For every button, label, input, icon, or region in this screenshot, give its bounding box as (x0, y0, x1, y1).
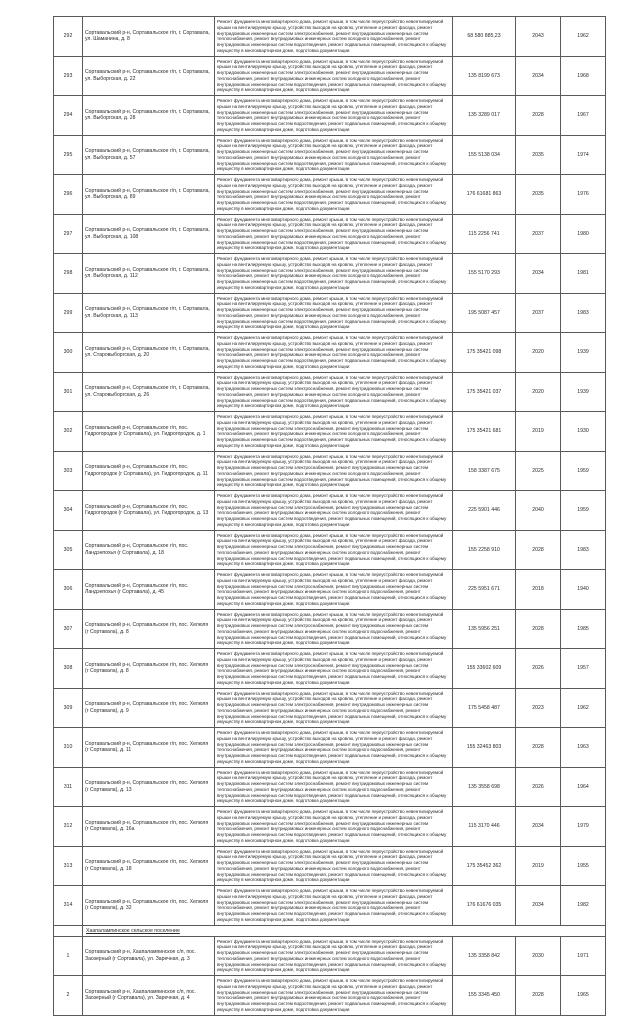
planned-year-cell: 2028 (516, 609, 561, 649)
cost-cell: 155 33602 609 (453, 649, 516, 689)
planned-year-cell: 2028 (516, 96, 561, 136)
row-number-cell: 306 (54, 570, 83, 610)
row-number-cell: 301 (54, 372, 83, 412)
cost-cell: 175 35452 362 (453, 846, 516, 886)
build-year-cell: 1980 (561, 214, 606, 254)
works-description-cell: Ремонт фундамента многоквартирного дома, ремонт крыши, в том числе переустройство невентилируемой крыши на вентилируемую крышу, устройство выходов на кровлю, утепление и ремонт фасада, ремонт внутридомовых инженерных систем электроснабжения, ремонт внутридомовых инженерных систем теплоснабжения, ремонт внутридомовых инженерных систем холодного водоснабжения, ремонт внутридомовых инженерных систем водоотведения, ремонт подвальных помещений, относящихся к общему имуществу в многоквартирном доме, подготовка документации (215, 570, 453, 610)
row-number-cell: 308 (54, 649, 83, 689)
row-number-cell: 292 (54, 17, 83, 57)
table-row (54, 728, 606, 768)
works-description-cell: Ремонт фундамента многоквартирного дома, ремонт крыши, в том числе переустройство невентилируемой крыши на вентилируемую крышу, устройство выходов на кровлю, утепление и ремонт фасада, ремонт внутридомовых инженерных систем электроснабжения, ремонт внутридомовых инженерных систем теплоснабжения, ремонт внутридомовых инженерных систем холодного водоснабжения, ремонт внутридомовых инженерных систем водоотведения, ремонт подвальных помещений, относящихся к общему имуществу в многоквартирном доме, подготовка документации (215, 530, 453, 570)
build-year-cell: 1974 (561, 135, 606, 175)
build-year-cell: 1940 (561, 570, 606, 610)
table-row (54, 135, 606, 175)
works-description-cell: Ремонт фундамента многоквартирного дома, ремонт крыши, в том числе переустройство невентилируемой крыши на вентилируемую крышу, устройство выходов на кровлю, утепление и ремонт фасада, ремонт внутридомовых инженерных систем электроснабжения, ремонт внутридомовых инженерных систем теплоснабжения, ремонт внутридомовых инженерных систем холодного водоснабжения, ремонт внутридомовых инженерных систем водоотведения, ремонт подвальных помещений, относящихся к общему имуществу в многоквартирном доме, подготовка документации (215, 491, 453, 531)
row-number-cell: 293 (54, 56, 83, 96)
cost-cell: 155 3345 450 (453, 976, 516, 1016)
row-number-cell: 313 (54, 846, 83, 886)
table-row (54, 254, 606, 294)
row-number-cell: 1 (54, 936, 83, 976)
address-cell: Сортавальский р-н, Сортавальское г/п, г. Сортавала, ул. Старовыборгская, д. 26 (83, 372, 215, 412)
works-description-cell: Ремонт фундамента многоквартирного дома, ремонт крыши, в том числе переустройство невентилируемой крыши на вентилируемую крышу, устройство выходов на кровлю, утепление и ремонт фасада, ремонт внутридомовых инженерных систем электроснабжения, ремонт внутридомовых инженерных систем теплоснабжения, ремонт внутридомовых инженерных систем холодного водоснабжения, ремонт внутридомовых инженерных систем водоотведения, ремонт подвальных помещений, относящихся к общему имуществу в многоквартирном доме, подготовка документации (215, 688, 453, 728)
cost-cell: 195 5087 457 (453, 293, 516, 333)
address-cell: Сортавальский р-н, Сортавальское г/п, г. Сортавала, ул. Выборгская, д. 22 (83, 56, 215, 96)
build-year-cell: 1939 (561, 372, 606, 412)
cost-cell: 176 61676 035 (453, 886, 516, 926)
planned-year-cell: 2028 (516, 530, 561, 570)
works-description-cell: Ремонт фундамента многоквартирного дома, ремонт крыши, в том числе переустройство невентилируемой крыши на вентилируемую крышу, устройство выходов на кровлю, утепление и ремонт фасада, ремонт внутридомовых инженерных систем электроснабжения, ремонт внутридомовых инженерных систем теплоснабжения, ремонт внутридомовых инженерных систем холодного водоснабжения, ремонт внутридомовых инженерных систем водоотведения, ремонт подвальных помещений, относящихся к общему имуществу в многоквартирном доме, подготовка документации (215, 846, 453, 886)
works-description-cell: Ремонт фундамента многоквартирного дома, ремонт крыши, в том числе переустройство невентилируемой крыши на вентилируемую крышу, устройство выходов на кровлю, утепление и ремонт фасада, ремонт внутридомовых инженерных систем электроснабжения, ремонт внутридомовых инженерных систем теплоснабжения, ремонт внутридомовых инженерных систем холодного водоснабжения, ремонт внутридомовых инженерных систем водоотведения, ремонт подвальных помещений, относящихся к общему имуществу в многоквартирном доме, подготовка документации (215, 609, 453, 649)
works-description-cell: Ремонт фундамента многоквартирного дома, ремонт крыши, в том числе переустройство невентилируемой крыши на вентилируемую крышу, устройство выходов на кровлю, утепление и ремонт фасада, ремонт внутридомовых инженерных систем электроснабжения, ремонт внутридомовых инженерных систем теплоснабжения, ремонт внутридомовых инженерных систем холодного водоснабжения, ремонт внутридомовых инженерных систем водоотведения, ремонт подвальных помещений, относящихся к общему имуществу в многоквартирном доме, подготовка документации (215, 135, 453, 175)
works-description-cell: Ремонт фундамента многоквартирного дома, ремонт крыши, в том числе переустройство невентилируемой крыши на вентилируемую крышу, устройство выходов на кровлю, утепление и ремонт фасада, ремонт внутридомовых инженерных систем электроснабжения, ремонт внутридомовых инженерных систем теплоснабжения, ремонт внутридомовых инженерных систем холодного водоснабжения, ремонт внутридомовых инженерных систем водоотведения, ремонт подвальных помещений, относящихся к общему имуществу в многоквартирном доме, подготовка документации (215, 333, 453, 373)
cost-cell: 155 5170 293 (453, 254, 516, 294)
table-row (54, 293, 606, 333)
cost-cell: 155 5138 034 (453, 135, 516, 175)
planned-year-cell: 2040 (516, 491, 561, 531)
table-row (54, 333, 606, 373)
build-year-cell: 1962 (561, 17, 606, 57)
build-year-cell: 1959 (561, 491, 606, 531)
row-number-cell: 304 (54, 491, 83, 531)
build-year-cell: 1983 (561, 293, 606, 333)
address-cell: Сортавальский р-н, Сортавальское г/п, пос. Гидрогородок (г Сортавала), ул. Гидрогородок, д. 11 (83, 451, 215, 491)
address-cell: Сортавальский р-н, Сортавальское г/п, г. Сортавала, ул. Выборгская, д. 89 (83, 175, 215, 215)
row-number-cell: 299 (54, 293, 83, 333)
works-description-cell: Ремонт фундамента многоквартирного дома, ремонт крыши, в том числе переустройство невентилируемой крыши на вентилируемую крышу, устройство выходов на кровлю, утепление и ремонт фасада, ремонт внутридомовых инженерных систем электроснабжения, ремонт внутридомовых инженерных систем теплоснабжения, ремонт внутридомовых инженерных систем холодного водоснабжения, ремонт внутридомовых инженерных систем водоотведения, ремонт подвальных помещений, относящихся к общему имуществу в многоквартирном доме, подготовка документации (215, 17, 453, 57)
works-description-cell: Ремонт фундамента многоквартирного дома, ремонт крыши, в том числе переустройство невентилируемой крыши на вентилируемую крышу, устройство выходов на кровлю, утепление и ремонт фасада, ремонт внутридомовых инженерных систем электроснабжения, ремонт внутридомовых инженерных систем теплоснабжения, ремонт внутридомовых инженерных систем холодного водоснабжения, ремонт внутридомовых инженерных систем водоотведения, ремонт подвальных помещений, относящихся к общему имуществу в многоквартирном доме, подготовка документации (215, 886, 453, 926)
cost-cell: 175 35421 681 (453, 412, 516, 452)
table-row (54, 767, 606, 807)
works-description-cell: Ремонт фундамента многоквартирного дома, ремонт крыши, в том числе переустройство невентилируемой крыши на вентилируемую крышу, устройство выходов на кровлю, утепление и ремонт фасада, ремонт внутридомовых инженерных систем электроснабжения, ремонт внутридомовых инженерных систем теплоснабжения, ремонт внутридомовых инженерных систем холодного водоснабжения, ремонт внутридомовых инженерных систем водоотведения, ремонт подвальных помещений, относящихся к общему имуществу в многоквартирном доме, подготовка документации (215, 767, 453, 807)
cost-cell: 155 32463 803 (453, 728, 516, 768)
cost-cell: 135 8199 673 (453, 56, 516, 96)
build-year-cell: 1963 (561, 728, 606, 768)
cost-cell: 115 2256 741 (453, 214, 516, 254)
table-row (54, 175, 606, 215)
address-cell: Сортавальский р-н, Сортавальское г/п, пос. Хелюля (г Сортавала), д. 16а (83, 807, 215, 847)
row-number-cell: 311 (54, 767, 83, 807)
table-row (54, 17, 606, 57)
address-cell: Сортавальский р-н, Сортавальское г/п, г. Сортавала, ул. Выборгская, д. 28 (83, 96, 215, 136)
table-row (54, 688, 606, 728)
table-body (54, 17, 606, 1016)
build-year-cell: 1964 (561, 767, 606, 807)
planned-year-cell: 2035 (516, 135, 561, 175)
build-year-cell: 1957 (561, 649, 606, 689)
planned-year-cell: 2020 (516, 372, 561, 412)
planned-year-cell: 2043 (516, 17, 561, 57)
build-year-cell: 1985 (561, 609, 606, 649)
address-cell: Сортавальский р-н, Сортавальское г/п, пос. Гидрогородок (г Сортавала), ул. Гидрогородок, д. 1 (83, 412, 215, 452)
table-row (54, 491, 606, 531)
cost-cell: 158 3387 675 (453, 451, 516, 491)
address-cell: Сортавальский р-н, Сортавальское г/п, г. Сортавала, ул. Старовыборгская, д. 20 (83, 333, 215, 373)
works-description-cell: Ремонт фундамента многоквартирного дома, ремонт крыши, в том числе переустройство невентилируемой крыши на вентилируемую крышу, устройство выходов на кровлю, утепление и ремонт фасада, ремонт внутридомовых инженерных систем электроснабжения, ремонт внутридомовых инженерных систем теплоснабжения, ремонт внутридомовых инженерных систем холодного водоснабжения, ремонт внутридомовых инженерных систем водоотведения, ремонт подвальных помещений, относящихся к общему имуществу в многоквартирном доме, подготовка документации (215, 293, 453, 333)
works-description-cell: Ремонт фундамента многоквартирного дома, ремонт крыши, в том числе переустройство невентилируемой крыши на вентилируемую крышу, устройство выходов на кровлю, утепление и ремонт фасада, ремонт внутридомовых инженерных систем электроснабжения, ремонт внутридомовых инженерных систем теплоснабжения, ремонт внутридомовых инженерных систем холодного водоснабжения, ремонт внутридомовых инженерных систем водоотведения, ремонт подвальных помещений, относящихся к общему имуществу в многоквартирном доме, подготовка документации (215, 254, 453, 294)
section-header-row (54, 925, 606, 936)
planned-year-cell: 2037 (516, 214, 561, 254)
table-row (54, 530, 606, 570)
planned-year-cell: 2018 (516, 570, 561, 610)
address-cell: Сортавальский р-н, Сортавальское г/п, г. Сортавала, ул. Выборгская, д. 57 (83, 135, 215, 175)
planned-year-cell: 2034 (516, 56, 561, 96)
address-cell: Сортавальский р-н, Сортавальское г/п, пос. Хелюля (г Сортавала), д. 11 (83, 728, 215, 768)
build-year-cell: 1968 (561, 56, 606, 96)
cost-cell: 175 5458 487 (453, 688, 516, 728)
works-description-cell: Ремонт фундамента многоквартирного дома, ремонт крыши, в том числе переустройство невентилируемой крыши на вентилируемую крышу, устройство выходов на кровлю, утепление и ремонт фасада, ремонт внутридомовых инженерных систем электроснабжения, ремонт внутридомовых инженерных систем теплоснабжения, ремонт внутридомовых инженерных систем холодного водоснабжения, ремонт внутридомовых инженерных систем водоотведения, ремонт подвальных помещений, относящихся к общему имуществу в многоквартирном доме, подготовка документации (215, 372, 453, 412)
planned-year-cell: 2025 (516, 451, 561, 491)
planned-year-cell: 2023 (516, 688, 561, 728)
build-year-cell: 1982 (561, 886, 606, 926)
build-year-cell: 1981 (561, 254, 606, 294)
planned-year-cell: 2030 (516, 936, 561, 976)
row-number-cell: 309 (54, 688, 83, 728)
works-description-cell: Ремонт фундамента многоквартирного дома, ремонт крыши, в том числе переустройство невентилируемой крыши на вентилируемую крышу, устройство выходов на кровлю, утепление и ремонт фасада, ремонт внутридомовых инженерных систем электроснабжения, ремонт внутридомовых инженерных систем теплоснабжения, ремонт внутридомовых инженерных систем холодного водоснабжения, ремонт внутридомовых инженерных систем водоотведения, ремонт подвальных помещений, относящихся к общему имуществу в многоквартирном доме, подготовка документации (215, 412, 453, 452)
address-cell: Сортавальский р-н, Сортавальское г/п, пос. Хелюля (г Сортавала), д. 8 (83, 649, 215, 689)
table-row (54, 807, 606, 847)
table-row (54, 96, 606, 136)
build-year-cell: 1976 (561, 175, 606, 215)
address-cell: Сортавальский р-н, Сортавальское г/п, пос. Хелюля (г Сортавала), д. 8 (83, 609, 215, 649)
cost-cell: 115 3170 446 (453, 807, 516, 847)
row-number-cell: 296 (54, 175, 83, 215)
address-cell: Сортавальский р-н, Сортавальское г/п, пос. Хелюля (г Сортавала), д. 9 (83, 688, 215, 728)
cost-cell: 176 61681 863 (453, 175, 516, 215)
section-number-cell (54, 925, 83, 936)
build-year-cell: 1983 (561, 530, 606, 570)
build-year-cell: 1939 (561, 333, 606, 373)
row-number-cell: 302 (54, 412, 83, 452)
table-row (54, 936, 606, 976)
row-number-cell: 2 (54, 976, 83, 1016)
row-number-cell: 300 (54, 333, 83, 373)
planned-year-cell: 2034 (516, 886, 561, 926)
planned-year-cell: 2028 (516, 728, 561, 768)
address-cell: Сортавальский р-н, Сортавальское г/п, пос. Хелюля (г Сортавала), д. 18 (83, 846, 215, 886)
address-cell: Сортавальский р-н, Сортавальское г/п, г. Сортавала, ул. Шаманина, д. 8 (83, 17, 215, 57)
address-cell: Сортавальский р-н, Хаапалампинское с/п, пос. Заозерный (г Сортавала), ул. Заречная, д. 4 (83, 976, 215, 1016)
table-row (54, 372, 606, 412)
address-cell: Сортавальский р-н, Сортавальское г/п, пос. Хелюля (г Сортавала), д. 13 (83, 767, 215, 807)
table-row (54, 609, 606, 649)
works-description-cell: Ремонт фундамента многоквартирного дома, ремонт крыши, в том числе переустройство невентилируемой крыши на вентилируемую крышу, устройство выходов на кровлю, утепление и ремонт фасада, ремонт внутридомовых инженерных систем электроснабжения, ремонт внутридомовых инженерных систем теплоснабжения, ремонт внутридомовых инженерных систем холодного водоснабжения, ремонт внутридомовых инженерных систем водоотведения, ремонт подвальных помещений, относящихся к общему имуществу в многоквартирном доме, подготовка документации (215, 807, 453, 847)
build-year-cell: 1971 (561, 936, 606, 976)
planned-year-cell: 2037 (516, 293, 561, 333)
planned-year-cell: 2034 (516, 254, 561, 294)
planned-year-cell: 2035 (516, 175, 561, 215)
row-number-cell: 305 (54, 530, 83, 570)
works-description-cell: Ремонт фундамента многоквартирного дома, ремонт крыши, в том числе переустройство невентилируемой крыши на вентилируемую крышу, устройство выходов на кровлю, утепление и ремонт фасада, ремонт внутридомовых инженерных систем электроснабжения, ремонт внутридомовых инженерных систем теплоснабжения, ремонт внутридомовых инженерных систем холодного водоснабжения, ремонт внутридомовых инженерных систем водоотведения, ремонт подвальных помещений, относящихся к общему имуществу в многоквартирном доме, подготовка документации (215, 936, 453, 976)
works-description-cell: Ремонт фундамента многоквартирного дома, ремонт крыши, в том числе переустройство невентилируемой крыши на вентилируемую крышу, устройство выходов на кровлю, утепление и ремонт фасада, ремонт внутридомовых инженерных систем электроснабжения, ремонт внутридомовых инженерных систем теплоснабжения, ремонт внутридомовых инженерных систем холодного водоснабжения, ремонт внутридомовых инженерных систем водоотведения, ремонт подвальных помещений, относящихся к общему имуществу в многоквартирном доме, подготовка документации (215, 175, 453, 215)
works-description-cell: Ремонт фундамента многоквартирного дома, ремонт крыши, в том числе переустройство невентилируемой крыши на вентилируемую крышу, устройство выходов на кровлю, утепление и ремонт фасада, ремонт внутридомовых инженерных систем электроснабжения, ремонт внутридомовых инженерных систем теплоснабжения, ремонт внутридомовых инженерных систем холодного водоснабжения, ремонт внутридомовых инженерных систем водоотведения, ремонт подвальных помещений, относящихся к общему имуществу в многоквартирном доме, подготовка документации (215, 649, 453, 689)
cost-cell: 68 580 885,23 (453, 17, 516, 57)
table-row (54, 846, 606, 886)
planned-year-cell: 2019 (516, 846, 561, 886)
build-year-cell: 1930 (561, 412, 606, 452)
section-label-cell (83, 925, 606, 936)
section-label: Хаапалампинское сельское поселение (86, 927, 180, 934)
planned-year-cell: 2028 (516, 976, 561, 1016)
build-year-cell: 1959 (561, 451, 606, 491)
address-cell: Сортавальский р-н, Хаапалампинское с/п, пос. Заозерный (г Сортавала), ул. Заречная, д. 3 (83, 936, 215, 976)
cost-cell: 135 3358 842 (453, 936, 516, 976)
address-cell: Сортавальский р-н, Сортавальское г/п, пос. Ландэнпохья (г Сортавала), д. 45 (83, 570, 215, 610)
row-number-cell: 314 (54, 886, 83, 926)
address-cell: Сортавальский р-н, Сортавальское г/п, пос. Гидрогородок (г Сортавала), ул. Гидрогородок, д. 13 (83, 491, 215, 531)
row-number-cell: 307 (54, 609, 83, 649)
row-number-cell: 295 (54, 135, 83, 175)
works-description-cell: Ремонт фундамента многоквартирного дома, ремонт крыши, в том числе переустройство невентилируемой крыши на вентилируемую крышу, устройство выходов на кровлю, утепление и ремонт фасада, ремонт внутридомовых инженерных систем электроснабжения, ремонт внутридомовых инженерных систем теплоснабжения, ремонт внутридомовых инженерных систем холодного водоснабжения, ремонт внутридомовых инженерных систем водоотведения, ремонт подвальных помещений, относящихся к общему имуществу в многоквартирном доме, подготовка документации (215, 214, 453, 254)
planned-year-cell: 2026 (516, 767, 561, 807)
planned-year-cell: 2034 (516, 807, 561, 847)
table-row (54, 886, 606, 926)
table-row (54, 649, 606, 689)
address-cell: Сортавальский р-н, Сортавальское г/п, г. Сортавала, ул. Выборгская, д. 108 (83, 214, 215, 254)
row-number-cell: 298 (54, 254, 83, 294)
table-row (54, 412, 606, 452)
row-number-cell: 297 (54, 214, 83, 254)
capital-repair-table (53, 16, 606, 1016)
table-row (54, 976, 606, 1016)
table-row (54, 570, 606, 610)
cost-cell: 175 35421 098 (453, 333, 516, 373)
table-row (54, 56, 606, 96)
works-description-cell: Ремонт фундамента многоквартирного дома, ремонт крыши, в том числе переустройство невентилируемой крыши на вентилируемую крышу, устройство выходов на кровлю, утепление и ремонт фасада, ремонт внутридомовых инженерных систем электроснабжения, ремонт внутридомовых инженерных систем теплоснабжения, ремонт внутридомовых инженерных систем холодного водоснабжения, ремонт внутридомовых инженерных систем водоотведения, ремонт подвальных помещений, относящихся к общему имуществу в многоквартирном доме, подготовка документации (215, 728, 453, 768)
row-number-cell: 312 (54, 807, 83, 847)
planned-year-cell: 2026 (516, 649, 561, 689)
works-description-cell: Ремонт фундамента многоквартирного дома, ремонт крыши, в том числе переустройство невентилируемой крыши на вентилируемую крышу, устройство выходов на кровлю, утепление и ремонт фасада, ремонт внутридомовых инженерных систем электроснабжения, ремонт внутридомовых инженерных систем теплоснабжения, ремонт внутридомовых инженерных систем холодного водоснабжения, ремонт внутридомовых инженерных систем водоотведения, ремонт подвальных помещений, относящихся к общему имуществу в многоквартирном доме, подготовка документации (215, 96, 453, 136)
cost-cell: 135 5956 251 (453, 609, 516, 649)
build-year-cell: 1967 (561, 96, 606, 136)
build-year-cell: 1955 (561, 846, 606, 886)
cost-cell: 175 35421 037 (453, 372, 516, 412)
works-description-cell: Ремонт фундамента многоквартирного дома, ремонт крыши, в том числе переустройство невентилируемой крыши на вентилируемую крышу, устройство выходов на кровлю, утепление и ремонт фасада, ремонт внутридомовых инженерных систем электроснабжения, ремонт внутридомовых инженерных систем теплоснабжения, ремонт внутридомовых инженерных систем холодного водоснабжения, ремонт внутридомовых инженерных систем водоотведения, ремонт подвальных помещений, относящихся к общему имуществу в многоквартирном доме, подготовка документации (215, 451, 453, 491)
build-year-cell: 1965 (561, 976, 606, 1016)
works-description-cell: Ремонт фундамента многоквартирного дома, ремонт крыши, в том числе переустройство невентилируемой крыши на вентилируемую крышу, устройство выходов на кровлю, утепление и ремонт фасада, ремонт внутридомовых инженерных систем электроснабжения, ремонт внутридомовых инженерных систем теплоснабжения, ремонт внутридомовых инженерных систем холодного водоснабжения, ремонт внутридомовых инженерных систем водоотведения, ремонт подвальных помещений, относящихся к общему имуществу в многоквартирном доме, подготовка документации (215, 976, 453, 1016)
row-number-cell: 294 (54, 96, 83, 136)
cost-cell: 135 3558 698 (453, 767, 516, 807)
address-cell: Сортавальский р-н, Сортавальское г/п, г. Сортавала, ул. Выборгская, д. 112 (83, 254, 215, 294)
row-number-cell: 310 (54, 728, 83, 768)
works-description-cell: Ремонт фундамента многоквартирного дома, ремонт крыши, в том числе переустройство невентилируемой крыши на вентилируемую крышу, устройство выходов на кровлю, утепление и ремонт фасада, ремонт внутридомовых инженерных систем электроснабжения, ремонт внутридомовых инженерных систем теплоснабжения, ремонт внутридомовых инженерных систем холодного водоснабжения, ремонт внутридомовых инженерных систем водоотведения, ремонт подвальных помещений, относящихся к общему имуществу в многоквартирном доме, подготовка документации (215, 56, 453, 96)
address-cell: Сортавальский р-н, Сортавальское г/п, пос. Хелюля (г Сортавала), д. 32 (83, 886, 215, 926)
cost-cell: 225 5951 671 (453, 570, 516, 610)
cost-cell: 155 2258 910 (453, 530, 516, 570)
planned-year-cell: 2020 (516, 333, 561, 373)
build-year-cell: 1979 (561, 807, 606, 847)
address-cell: Сортавальский р-н, Сортавальское г/п, пос. Ландэнпохья (г Сортавала), д. 18 (83, 530, 215, 570)
cost-cell: 135 3289 017 (453, 96, 516, 136)
table-row (54, 451, 606, 491)
address-cell: Сортавальский р-н, Сортавальское г/п, г. Сортавала, ул. Выборгская, д. 113 (83, 293, 215, 333)
row-number-cell: 303 (54, 451, 83, 491)
build-year-cell: 1962 (561, 688, 606, 728)
planned-year-cell: 2019 (516, 412, 561, 452)
table-row (54, 214, 606, 254)
cost-cell: 225 5901 446 (453, 491, 516, 531)
